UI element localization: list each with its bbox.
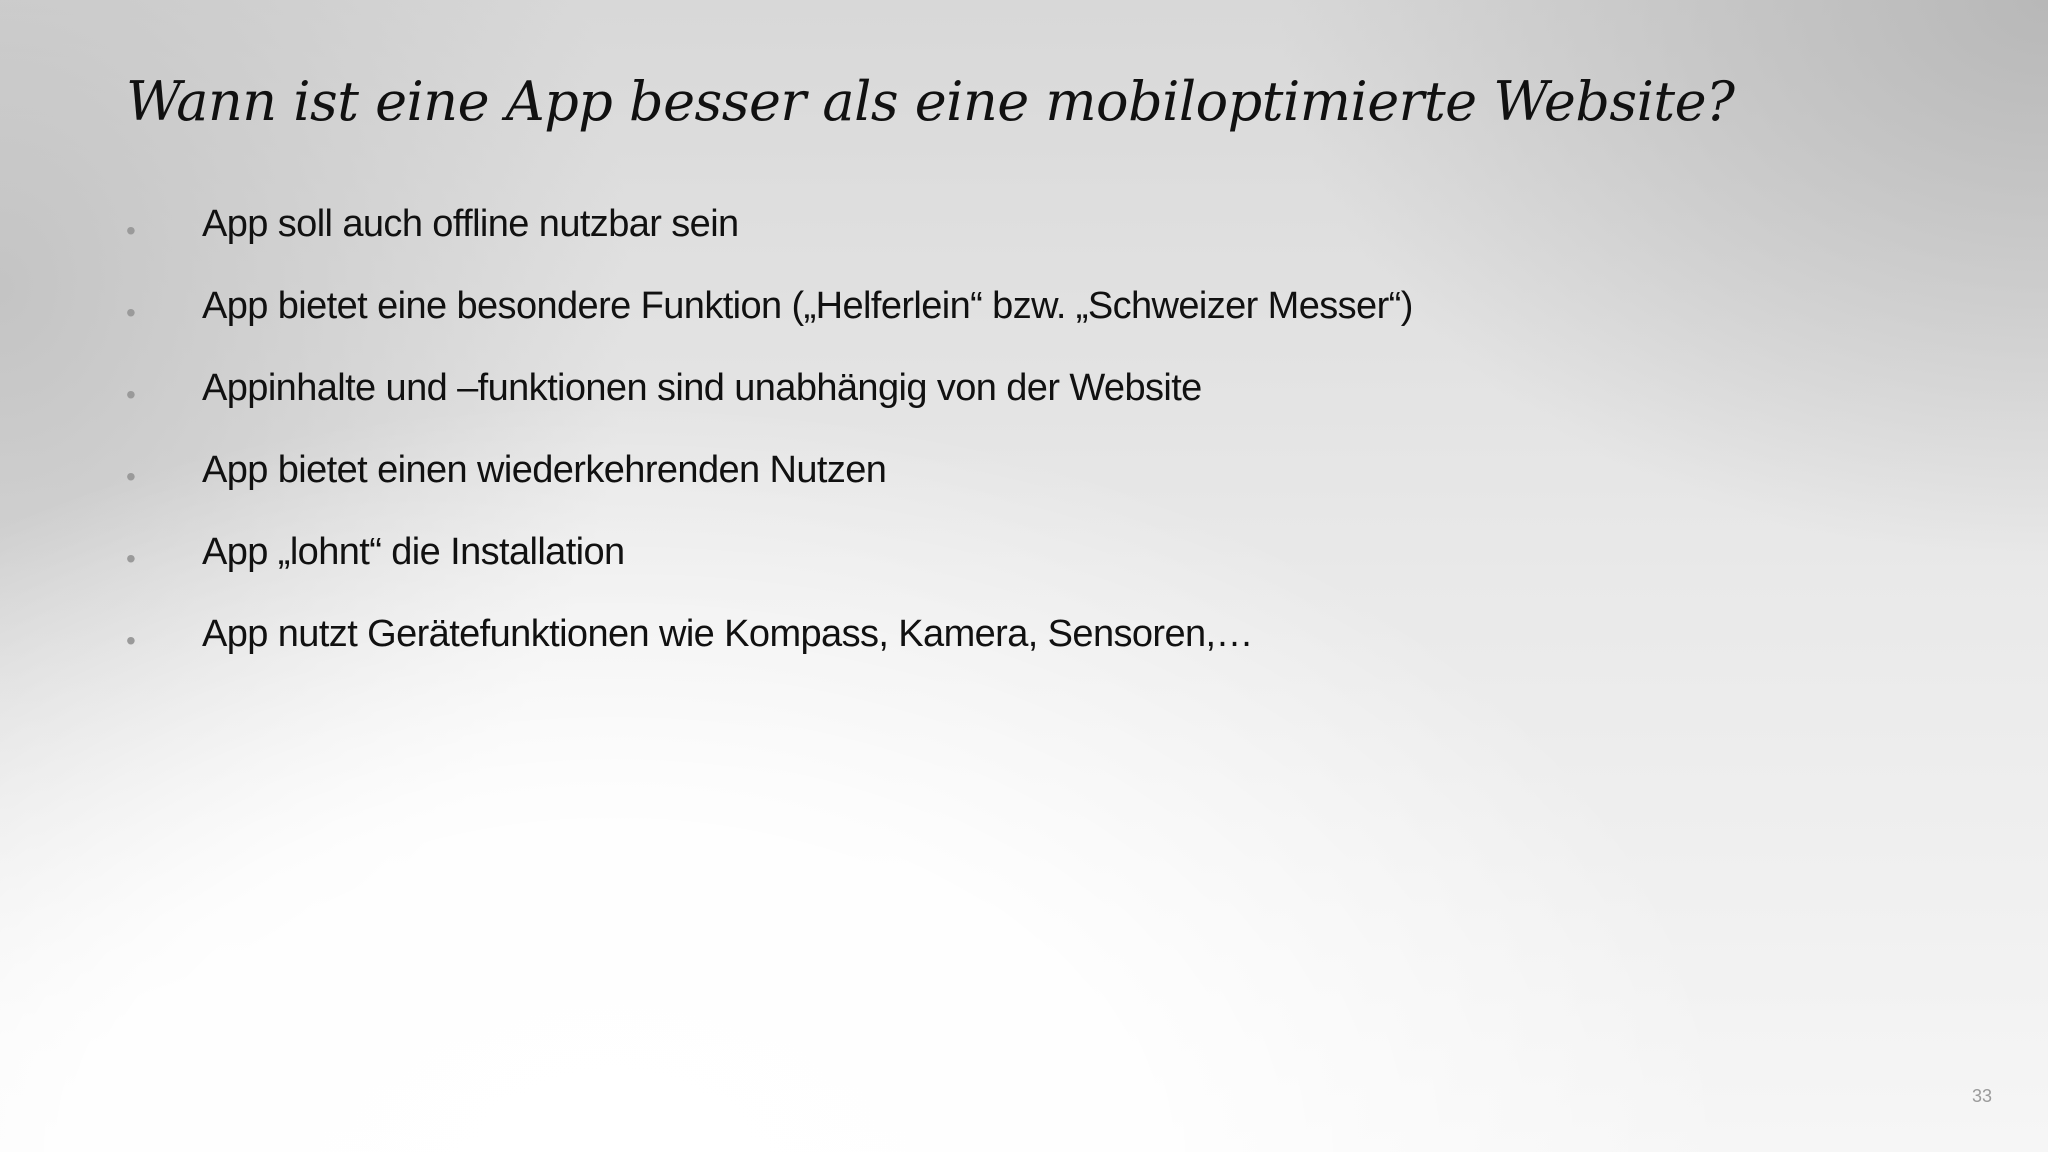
bullet-text: App soll auch offline nutzbar sein (202, 203, 739, 245)
bullet-text: App nutzt Gerätefunktionen wie Kompass, Kamera, Sensoren,… (202, 613, 1253, 655)
bullet-icon: • (126, 461, 136, 492)
bullet-text: Appinhalte und –funktionen sind unabhängig von der Website (202, 367, 1202, 409)
bullet-text: App bietet eine besondere Funktion („Helferlein“ bzw. „Schweizer Messer“) (202, 285, 1413, 327)
bullet-icon: • (126, 215, 136, 246)
bullet-icon: • (126, 379, 136, 410)
bullet-text: App „lohnt“ die Installation (202, 531, 625, 573)
bullet-text: App bietet einen wiederkehrenden Nutzen (202, 449, 887, 491)
page-number: 33 (1971, 1086, 1992, 1106)
bullet-icon: • (126, 297, 136, 328)
bullet-icon: • (126, 543, 136, 574)
slide-title: Wann ist eine App besser als eine mobiloptimierte Website? (126, 70, 1735, 133)
bullet-icon: • (126, 625, 136, 656)
